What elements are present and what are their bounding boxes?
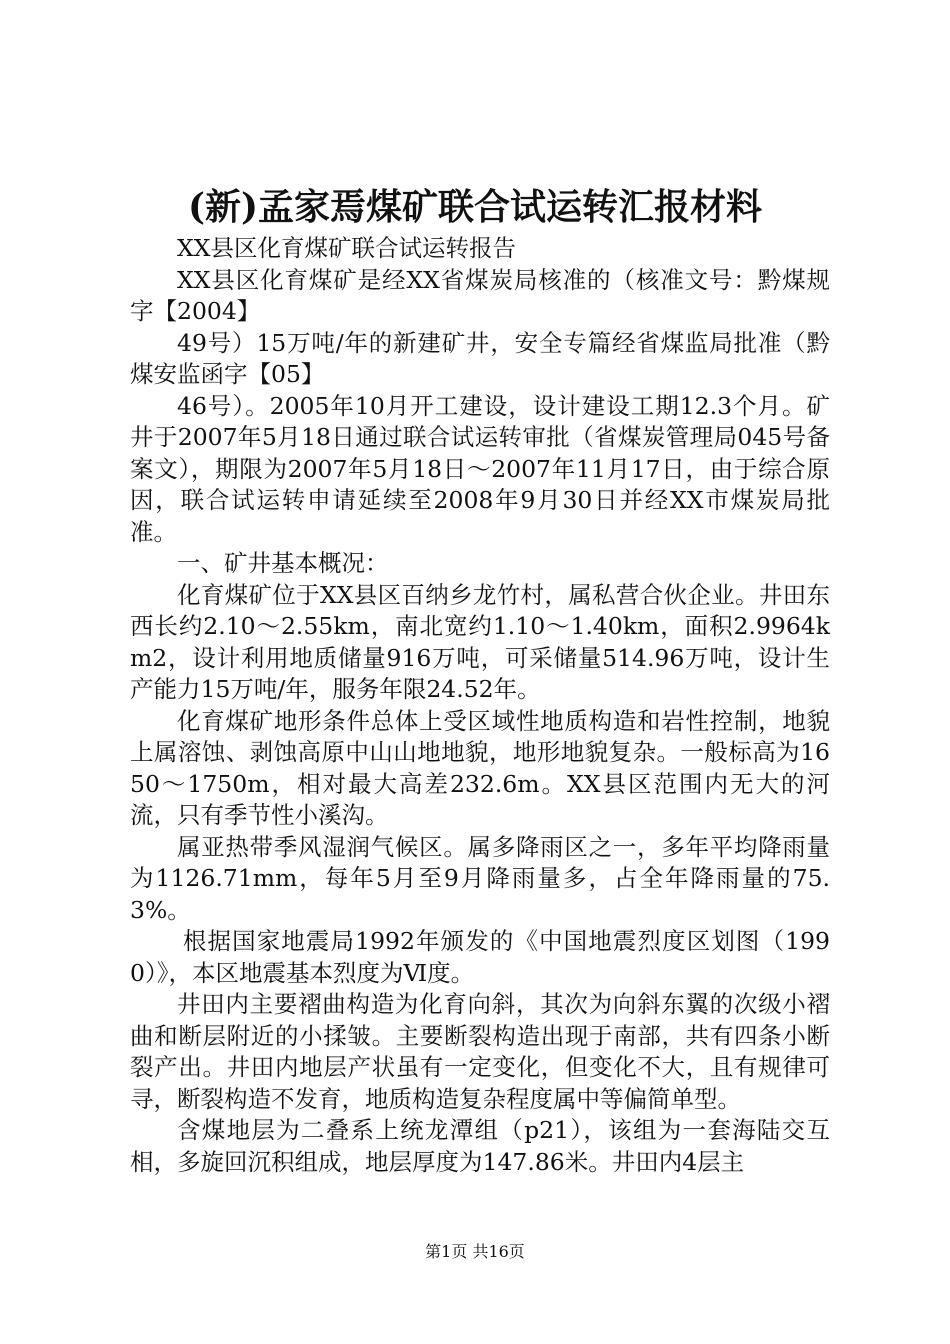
paragraph-strata: 含煤地层为二叠系上统龙潭组（p21），该组为一套海陆交互相，多旋回沉积组成，地层厚度为147.86米。井田内4层主: [130, 1116, 830, 1176]
paragraph-structure: 井田内主要褶曲构造为化育向斜，其次为向斜东翼的次级小褶曲和断层附近的小揉皱。主要断裂构造出现于南部，共有四条小断裂产出。井田内地层产状虽有一定变化，但变化不大，且有规律可寻，断裂构造不发育，地质构造复杂程度属中等偏简单型。: [130, 990, 830, 1113]
section-heading-overview: 一、矿井基本概况：: [177, 549, 389, 577]
paragraph-location: 化育煤矿位于XX县区百纳乡龙竹村，属私营合伙企业。井田东西长约2.10～2.55km，南北宽约1.10～1.40km，面积2.9964km2，设计利用地质储量916万吨，可采储量514.96万吨，设计生产能力15万吨/年，服务年限24.52年。: [130, 580, 830, 703]
paragraph-seismic: 根据国家地震局1992年颁发的《中国地震烈度区划图（1990）》，本区地震基本烈度为Ⅵ度。: [130, 927, 830, 987]
paragraph-construction: 46号）。2005年10月开工建设，设计建设工期12.3个月。矿井于2007年5月18日通过联合试运转审批（省煤炭管理局045号备案文），期限为2007年5月18日～2007年11月17日，由于综合原因，联合试运转申请延续至2008年9月30日并经XX市煤炭局批准。: [130, 391, 830, 546]
page-number-footer: 第1页 共16页: [425, 1242, 525, 1261]
paragraph-approval: XX县区化育煤矿是经XX省煤炭局核准的（核准文号：黔煤规字【2004】: [130, 265, 830, 325]
paragraph-report-heading: XX县区化育煤矿联合试运转报告: [177, 234, 516, 262]
paragraph-terrain: 化育煤矿地形条件总体上受区域性地质构造和岩性控制，地貌上属溶蚀、剥蚀高原中山山地地貌，地形地貌复杂。一般标高为1650～1750m，相对最大高差232.6m。XX县区范围内无大的河流，只有季节性小溪沟。: [130, 706, 830, 829]
paragraph-approval-cont: 49号）15万吨/年的新建矿井，安全专篇经省煤监局批准（黔煤安监函字【05】: [130, 328, 830, 388]
document-body: [130, 233, 830, 1178]
paragraph-climate: 属亚热带季风湿润气候区。属多降雨区之一，多年平均降雨量为1126.71mm，每年5月至9月降雨量多，占全年降雨量的75.3%。: [130, 832, 830, 924]
document-title: (新)孟家焉煤矿联合试运转汇报材料: [187, 186, 763, 228]
